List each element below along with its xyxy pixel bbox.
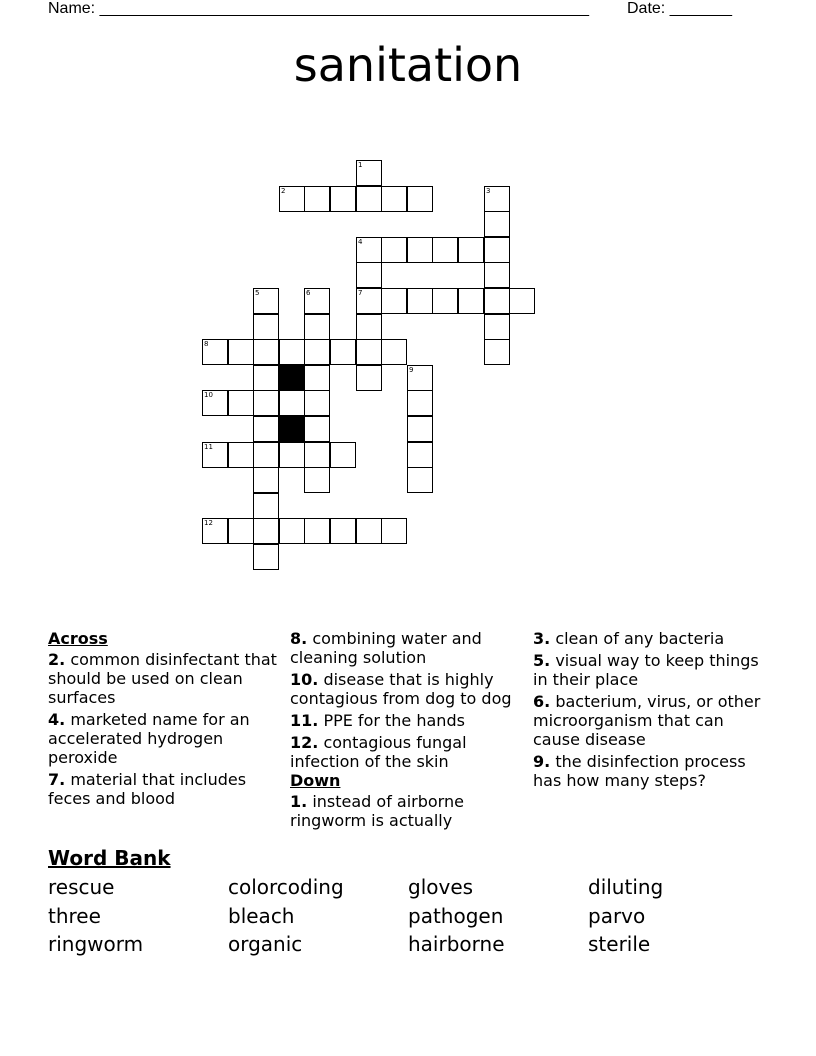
crossword-cell[interactable] [509, 288, 535, 314]
clue-number: 2. [48, 650, 66, 669]
crossword-block [279, 416, 305, 442]
clue-number-label: 7 [358, 289, 363, 297]
crossword-cell[interactable] [304, 390, 330, 416]
word-bank-item: colorcoding [228, 875, 344, 899]
crossword-cell[interactable] [330, 442, 356, 468]
clue-number: 7. [48, 770, 66, 789]
down-heading: Down [290, 771, 341, 790]
clue-number-label: 12 [204, 519, 213, 527]
clue-text: bacterium, virus, or other microorganism that can cause disease [533, 692, 761, 749]
word-bank-item: diluting [588, 875, 664, 899]
clue-down-6 [533, 692, 765, 749]
crossword-cell[interactable] [279, 390, 305, 416]
clue-across-11 [290, 711, 522, 730]
crossword-cell-7[interactable] [356, 288, 382, 314]
crossword-cell-3[interactable] [484, 186, 510, 212]
clue-across-7 [48, 770, 280, 808]
clue-across-8 [290, 629, 522, 667]
clue-text: instead of airborne ringworm is actually [290, 792, 464, 830]
crossword-cell[interactable] [484, 262, 510, 288]
crossword-cell[interactable] [330, 186, 356, 212]
clue-number: 9. [533, 752, 551, 771]
clue-column-2 [290, 629, 522, 833]
clue-number-label: 10 [204, 391, 213, 399]
clue-text: PPE for the hands [323, 711, 465, 730]
word-bank-item: bleach [228, 903, 295, 928]
clue-number-label: 3 [486, 187, 491, 195]
clue-text: clean of any bacteria [555, 629, 725, 648]
word-bank-item: hairborne [408, 932, 505, 956]
crossword-cell[interactable] [407, 442, 433, 468]
crossword-cell[interactable] [407, 467, 433, 493]
crossword-cell[interactable] [458, 288, 484, 314]
crossword-cell[interactable] [458, 237, 484, 263]
clue-number: 1. [290, 792, 308, 811]
crossword-cell-8[interactable] [202, 339, 228, 365]
crossword-cell[interactable] [432, 237, 458, 263]
crossword-cell[interactable] [228, 518, 254, 544]
clue-number-label: 1 [358, 161, 363, 169]
crossword-cell[interactable] [253, 442, 279, 468]
word-bank [48, 873, 808, 959]
crossword-cell-1[interactable] [356, 160, 382, 186]
crossword-cell[interactable] [279, 339, 305, 365]
page-title: sanitation [293, 38, 523, 92]
crossword-cell[interactable] [381, 288, 407, 314]
crossword-cell[interactable] [253, 493, 279, 519]
clue-text: visual way to keep things in their place [533, 651, 759, 689]
crossword-cell[interactable] [304, 442, 330, 468]
crossword-cell[interactable] [304, 314, 330, 340]
crossword-cell[interactable] [253, 544, 279, 570]
clue-number: 5. [533, 651, 551, 670]
clue-number-label: 4 [358, 238, 363, 246]
crossword-cell[interactable] [484, 288, 510, 314]
crossword-cell[interactable] [253, 416, 279, 442]
clue-down-1 [290, 792, 522, 830]
crossword-cell[interactable] [228, 339, 254, 365]
clue-down-9 [533, 752, 765, 790]
crossword-cell[interactable] [484, 237, 510, 263]
clue-text: disease that is highly contagious from dog to dog [290, 670, 512, 708]
word-bank-item: gloves [408, 875, 474, 899]
clue-number: 6. [533, 692, 551, 711]
crossword-block [279, 365, 305, 391]
clue-text: contagious fungal infection of the skin [290, 733, 467, 771]
crossword-cell[interactable] [407, 186, 433, 212]
word-bank-item: rescue [48, 875, 115, 899]
clue-text: material that includes feces and blood [48, 770, 247, 808]
crossword-cell[interactable] [304, 467, 330, 493]
word-bank-item: organic [228, 932, 303, 956]
crossword-cell[interactable] [356, 365, 382, 391]
crossword-cell[interactable] [304, 518, 330, 544]
crossword-cell[interactable] [407, 390, 433, 416]
clue-text: marketed name for an accelerated hydrogen peroxide [48, 710, 250, 767]
clue-number-label: 2 [281, 187, 286, 195]
crossword-cell[interactable] [279, 442, 305, 468]
word-bank-item: three [48, 903, 101, 928]
crossword-cell[interactable] [356, 339, 382, 365]
crossword-cell-9[interactable] [407, 365, 433, 391]
clue-number-label: 9 [409, 366, 414, 374]
crossword-cell-4[interactable] [356, 237, 382, 263]
clue-text: common disinfectant that should be used on clean surfaces [48, 650, 277, 707]
clue-number: 3. [533, 629, 551, 648]
crossword-cell[interactable] [356, 314, 382, 340]
crossword-cell[interactable] [484, 339, 510, 365]
crossword-cell[interactable] [407, 288, 433, 314]
word-bank-title: Word Bank [48, 846, 171, 870]
crossword-cell-2[interactable] [279, 186, 305, 212]
clue-number: 10. [290, 670, 319, 689]
clue-text: the disinfection process has how many steps? [533, 752, 746, 790]
crossword-cell[interactable] [228, 442, 254, 468]
clue-down-5 [533, 651, 765, 689]
crossword-cell[interactable] [304, 365, 330, 391]
crossword-cell[interactable] [253, 339, 279, 365]
crossword-cell[interactable] [253, 365, 279, 391]
crossword-cell[interactable] [253, 518, 279, 544]
name-field-label: Name: _______________________________________________________ [48, 0, 589, 17]
clue-column-1 [48, 629, 280, 811]
crossword-cell[interactable] [484, 314, 510, 340]
clue-across-10 [290, 670, 522, 708]
crossword-cell[interactable] [304, 186, 330, 212]
crossword-cell[interactable] [381, 339, 407, 365]
crossword-cell[interactable] [330, 339, 356, 365]
date-field-label: Date: _______ [627, 0, 732, 17]
crossword-cell[interactable] [304, 339, 330, 365]
crossword-cell-5[interactable] [253, 288, 279, 314]
clue-number-label: 11 [204, 443, 213, 451]
crossword-cell-6[interactable] [304, 288, 330, 314]
crossword-cell-11[interactable] [202, 442, 228, 468]
crossword-cell[interactable] [432, 288, 458, 314]
crossword-cell[interactable] [484, 211, 510, 237]
crossword-cell[interactable] [253, 467, 279, 493]
crossword-cell[interactable] [253, 314, 279, 340]
crossword-cell[interactable] [356, 518, 382, 544]
crossword-cell[interactable] [381, 186, 407, 212]
word-bank-item: pathogen [408, 903, 504, 928]
word-bank-item: sterile [588, 932, 651, 956]
clue-number: 4. [48, 710, 66, 729]
clue-number-label: 6 [306, 289, 311, 297]
crossword-cell[interactable] [228, 390, 254, 416]
crossword-cell[interactable] [381, 237, 407, 263]
crossword-cell[interactable] [356, 186, 382, 212]
crossword-cell[interactable] [407, 237, 433, 263]
crossword-cell[interactable] [407, 416, 433, 442]
across-heading: Across [48, 629, 108, 648]
crossword-cell-12[interactable] [202, 518, 228, 544]
clue-down-3 [533, 629, 765, 648]
clue-number-label: 5 [255, 289, 260, 297]
crossword-cell[interactable] [279, 518, 305, 544]
crossword-cell[interactable] [356, 262, 382, 288]
clue-number: 12. [290, 733, 319, 752]
clue-text: combining water and cleaning solution [290, 629, 482, 667]
clue-across-4 [48, 710, 280, 767]
clue-number-label: 8 [204, 340, 209, 348]
crossword-cell[interactable] [304, 416, 330, 442]
word-bank-item: ringworm [48, 932, 144, 956]
crossword-cell[interactable] [381, 518, 407, 544]
crossword-cell-10[interactable] [202, 390, 228, 416]
crossword-cell[interactable] [330, 518, 356, 544]
clue-column-3 [533, 629, 765, 793]
clue-across-2 [48, 650, 280, 707]
crossword-cell[interactable] [253, 390, 279, 416]
clue-across-12 [290, 733, 522, 771]
clue-number: 11. [290, 711, 319, 730]
word-bank-item: parvo [588, 903, 646, 928]
clue-number: 8. [290, 629, 308, 648]
